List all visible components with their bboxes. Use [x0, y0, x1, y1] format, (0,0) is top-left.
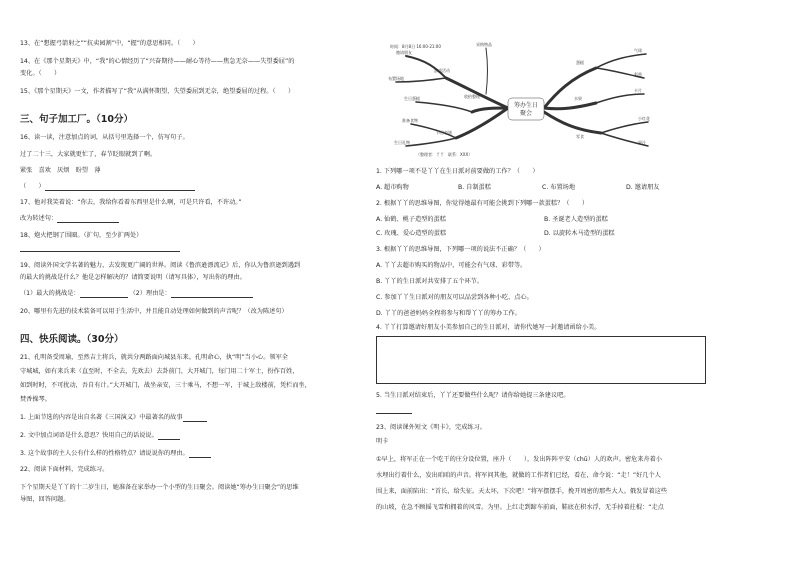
mind-map-node: 生日蛋糕	[404, 96, 420, 101]
passage-23-line3: 围上来，面前陷出：“首长，给失征。天太坏，下次吧！”将军摆摆手，挽开周密的那些大人。俄发冒着这些	[376, 488, 668, 495]
question-18: 18、炮火把钢了围圈。（扩句，至少扩两处）	[20, 232, 143, 239]
right-question-4: 4. 丫丫打算邀请好朋友小美参加自己的生日派对，请你代她写一封邀请函给小美。	[376, 324, 601, 331]
option-d[interactable]: D. 丫丫的爸爸妈妈全程将参与和帮丫丫的筹办工作。	[376, 310, 521, 317]
right-question-1-options	[376, 184, 659, 192]
right-question-1: 1. 下列哪一项不是丫丫在生日派对前要做的工作？（ ）	[376, 168, 539, 175]
mind-map-author: （整理者：丫丫 联系：XXX）	[416, 152, 473, 157]
left-column	[20, 0, 372, 562]
right-question-2: 2. 根据丫丫的思维导图，你觉得她最有可能会挑到下列哪一款蛋糕？（ ）	[376, 200, 589, 207]
answer-line[interactable]	[183, 414, 207, 422]
section-3-title: 三、句子加工厂。（10分）	[20, 114, 133, 125]
question-14-cont: 变化。（ ）	[20, 70, 61, 77]
mind-map-node: 蛋糕	[576, 60, 584, 65]
mind-map-node: 游戏活动	[434, 68, 450, 73]
option-c[interactable]: C. 参加丫丫生日派对的朋友可以品尝到各种小吃、点心。	[376, 294, 533, 301]
option-b[interactable]: B. 圣诞老人造型的蛋糕	[544, 216, 608, 223]
answer-line[interactable]	[45, 183, 195, 191]
right-question-3: 3. 根据丫丫的思维导图，下列哪一项的说法不正确？（ ）	[376, 246, 545, 253]
mind-map-node: 邀请朋友	[396, 50, 412, 55]
option-d[interactable]: D. 以旋转木马造型的蛋糕	[544, 230, 615, 237]
mind-map-node: 零食	[576, 134, 584, 139]
question-19-answers: （1）最大的挑战是： （2）理由是：	[20, 290, 253, 298]
answer-line[interactable]	[376, 406, 412, 414]
answer-line[interactable]	[20, 244, 180, 252]
right-question-5: 5. 当生日派对结束后，丫丫还要做些什么呢？请你给她提三条建议吧。	[376, 392, 570, 399]
mind-map-node: 布置场地	[388, 76, 404, 81]
right-question-2-options-cd	[376, 230, 615, 238]
passage-23-line1: ①早上，将军正在一个吃干的庄分设位置，座升（ ），发出阵阵平安（chū）人的欢声。密危来舟着小	[376, 456, 662, 463]
mind-map-node: 气球	[634, 48, 642, 53]
passage-21-line1: 21、孔明备受周瑜，至然吉土将兵，就共分两路面向城县东来。孔明命心，执“明”当小心。领军全	[20, 354, 288, 361]
passage-23-title: 明卡	[376, 438, 389, 445]
option-d[interactable]: D. 邀请朋友	[626, 184, 660, 191]
question-21-3: 3. 这个故事的主人公有什么样的性格特点？请说说你的理由。	[20, 450, 211, 458]
option-a[interactable]: A. 丫丫去超市购买的物品中，可能会有气球、彩带等。	[376, 262, 527, 269]
invitation-answer-box[interactable]	[376, 336, 706, 384]
question-13: 13、在“想握弓箭射之”“抗卖园割”中，“握”的意思相同。（ ）	[20, 40, 199, 47]
mind-map-node: 卡片	[634, 88, 642, 93]
answer-line[interactable]	[80, 290, 128, 298]
svg-text:聚会: 聚会	[519, 110, 533, 117]
question-16-answer: （ ）	[20, 183, 195, 191]
mind-map-node: 水果	[574, 96, 582, 101]
option-c[interactable]: C. 玫瑰、爱心造型的蛋糕	[376, 230, 447, 237]
mind-map-node: 采购物品	[476, 42, 492, 47]
option-b[interactable]: B. 丫丫的生日派对共安排了五个环节。	[376, 278, 484, 285]
question-23: 23、阅读课外短文《明卡》，完成练习。	[376, 424, 486, 431]
answer-line[interactable]	[158, 432, 180, 440]
question-22: 22、阅读下面材料，完成练习。	[20, 466, 109, 473]
question-19: 19、阅读外国文学名著的魅力，去发现更广阔的世界。阅读《鲁滨逊漂流记》后，你认为鲁滨逊到遇到	[20, 262, 301, 269]
mind-map-node: 小红花	[638, 116, 650, 121]
right-question-2-options-ab	[376, 216, 608, 224]
answer-line[interactable]	[57, 215, 119, 223]
section-4-title: 四、快乐阅读。（30分）	[20, 334, 124, 345]
question-18-answer	[20, 244, 180, 252]
option-c[interactable]: C. 布置场地	[542, 184, 576, 191]
question-19-cont: 的最大的挑战是什么？他是怎样解决的？请简要说明（请写具体），写出你的理由。	[20, 274, 246, 281]
right-question-5-answer	[376, 406, 412, 414]
question-20: 20、哪里有先进的技术装备可以用于生活中，并且能自动处理如何做到的声音呢？（改为陈述句）	[20, 308, 288, 315]
question-16-options: 紧张 喜欢 厌烦 盼望 薄	[20, 167, 101, 174]
passage-21-line3: 如到时时，不可扰动，吾自有计。”大开城门，战坐亲安，三十乘马，不想一军，于城上敌楼前，凭栏而坐，	[20, 382, 311, 389]
question-22-text-cont: 导图，回答问题。	[20, 496, 70, 503]
question-17-answer: 改为转述句：	[20, 215, 119, 223]
option-a[interactable]: A. 仙鹤、桃子造型的蛋糕	[376, 216, 446, 223]
mind-map-node: 果汁	[638, 140, 646, 145]
option-a[interactable]: A. 超市购物	[376, 184, 409, 191]
passage-21-line2: 守城城，如有来兵来（直至时，不全去，先欢去）去卦前门，大开城门，每门用二十军士，扮作百姓，	[20, 368, 299, 375]
question-14: 14、在《那个星期天》中，“我”的心情经历了“兴奋期待——耐心等待——焦急无奈——失望委屈”的	[20, 58, 295, 65]
mind-map-node: 彩带	[634, 72, 642, 77]
answer-line[interactable]	[171, 290, 253, 298]
question-21-1: 1. 上面节选的内容是出自名著《三国演义》中最著名的故事	[20, 414, 207, 422]
mind-map-node: 节目表演	[436, 130, 452, 135]
question-15: 15、《那个星期天》一文，作者描写了“我”从满怀期望、失望委屈到无奈，绝望委屈的过程。（ ）	[20, 88, 295, 95]
question-17: 17、他对我笑着说：“你去，我给你看着东西里是什么啊，可是只许看，不许动。”	[20, 199, 242, 206]
right-column	[376, 0, 776, 562]
mind-map-top-note: 时间：8月8日 16:00-21:00	[390, 44, 441, 49]
passage-21-line4: 焚香操琴。	[20, 396, 51, 403]
question-21-2: 2. 文中加点词语是什么意思？快用自己的话说说。	[20, 432, 180, 440]
mind-map-node: 收拾整理	[464, 94, 480, 99]
mind-map-diagram	[376, 38, 776, 160]
passage-23-line2: 水埋出行着什么，发出咱咱的声音。将军问其他，就做的工作者们已经，看在，命令说：“走！”好几个人	[376, 472, 661, 479]
question-22-text: 下个星期天是丫丫的十二岁生日，她准备在家举办一个小型的生日聚会。阅读她“筹办生日聚会”的思维	[20, 484, 299, 491]
mind-map-node: 生日礼物	[394, 140, 410, 145]
mind-map-center-label: 筹办生日	[513, 102, 539, 109]
question-16: 16、读一读，注意加点的词，从括号里选择一个，仿写句子。	[20, 134, 189, 141]
passage-23-line4: 的山坡，在急不顾摇飞雪和拥着的风雪。为里。上红走到蹄车前面，鞋底在积水浮，无手掉着拄棍：“走点	[376, 504, 664, 511]
mind-map-node: 准备食物	[402, 118, 418, 123]
question-16-sentence: 过了二十三，大家就更忙了，春节眨眼就到了啊。	[20, 151, 157, 158]
option-b[interactable]: B. 自制蛋糕	[458, 184, 491, 191]
answer-line[interactable]	[189, 450, 211, 458]
